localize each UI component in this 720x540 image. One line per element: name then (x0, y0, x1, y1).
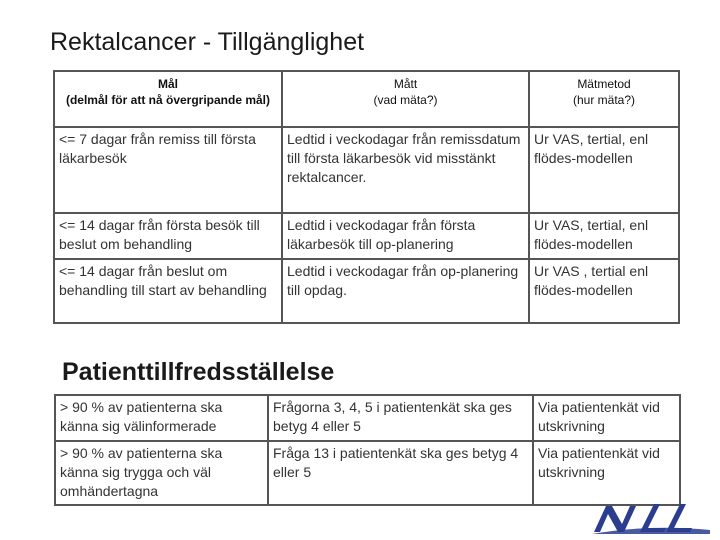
page-title: Rektalcancer - Tillgänglighet (50, 28, 365, 56)
goal-cell: > 90 % av patienterna ska känna sig välinformerade (55, 395, 268, 441)
table-row (54, 213, 679, 259)
method-cell: Via patientenkät vid utskrivning (533, 441, 680, 505)
satisfaction-table (54, 394, 681, 506)
nll-logo-icon (592, 500, 710, 534)
measure-cell: Ledtid i veckodagar från första läkarbesök till op-planering (282, 213, 529, 259)
table-row (55, 395, 680, 441)
measure-cell: Fråga 13 i patientenkät ska ges betyg 4 eller 5 (268, 441, 533, 505)
measure-cell: Frågorna 3, 4, 5 i patientenkät ska ges betyg 4 eller 5 (268, 395, 533, 441)
header-goal-subtitle: (delmål för att nå övergripande mål) (65, 93, 271, 107)
method-cell: Ur VAS, tertial, enl flödes-modellen (529, 127, 679, 213)
table-row (55, 441, 680, 505)
header-measure (282, 71, 529, 127)
header-measure-title: Mått (393, 77, 418, 91)
header-goal (54, 71, 282, 127)
measure-cell: Ledtid i veckodagar från remissdatum till första läkarbesök vid misstänkt rektalcancer. (282, 127, 529, 213)
header-measure-subtitle: (vad mäta?) (373, 93, 438, 107)
header-goal-title: Mål (157, 77, 178, 91)
method-cell: Ur VAS , tertial enl flödes-modellen (529, 259, 679, 323)
table-row (54, 127, 679, 213)
table-header-row (54, 71, 679, 127)
goal-cell: > 90 % av patienterna ska känna sig trygga och väl omhändertagna (55, 441, 268, 505)
table-row (54, 259, 679, 323)
measure-cell: Ledtid i veckodagar från op-planering till opdag. (282, 259, 529, 323)
method-cell: Via patientenkät vid utskrivning (533, 395, 680, 441)
header-method-subtitle: (hur mäta?) (572, 93, 636, 107)
goal-cell: <= 14 dagar från första besök till beslut om behandling (54, 213, 282, 259)
goal-cell: <= 7 dagar från remiss till första läkarbesök (54, 127, 282, 213)
header-method (529, 71, 679, 127)
header-method-title: Mätmetod (577, 77, 631, 91)
accessibility-table (53, 70, 680, 324)
section-title: Patienttillfredsställelse (62, 358, 335, 386)
method-cell: Ur VAS, tertial, enl flödes-modellen (529, 213, 679, 259)
goal-cell: <= 14 dagar från beslut om behandling till start av behandling (54, 259, 282, 323)
